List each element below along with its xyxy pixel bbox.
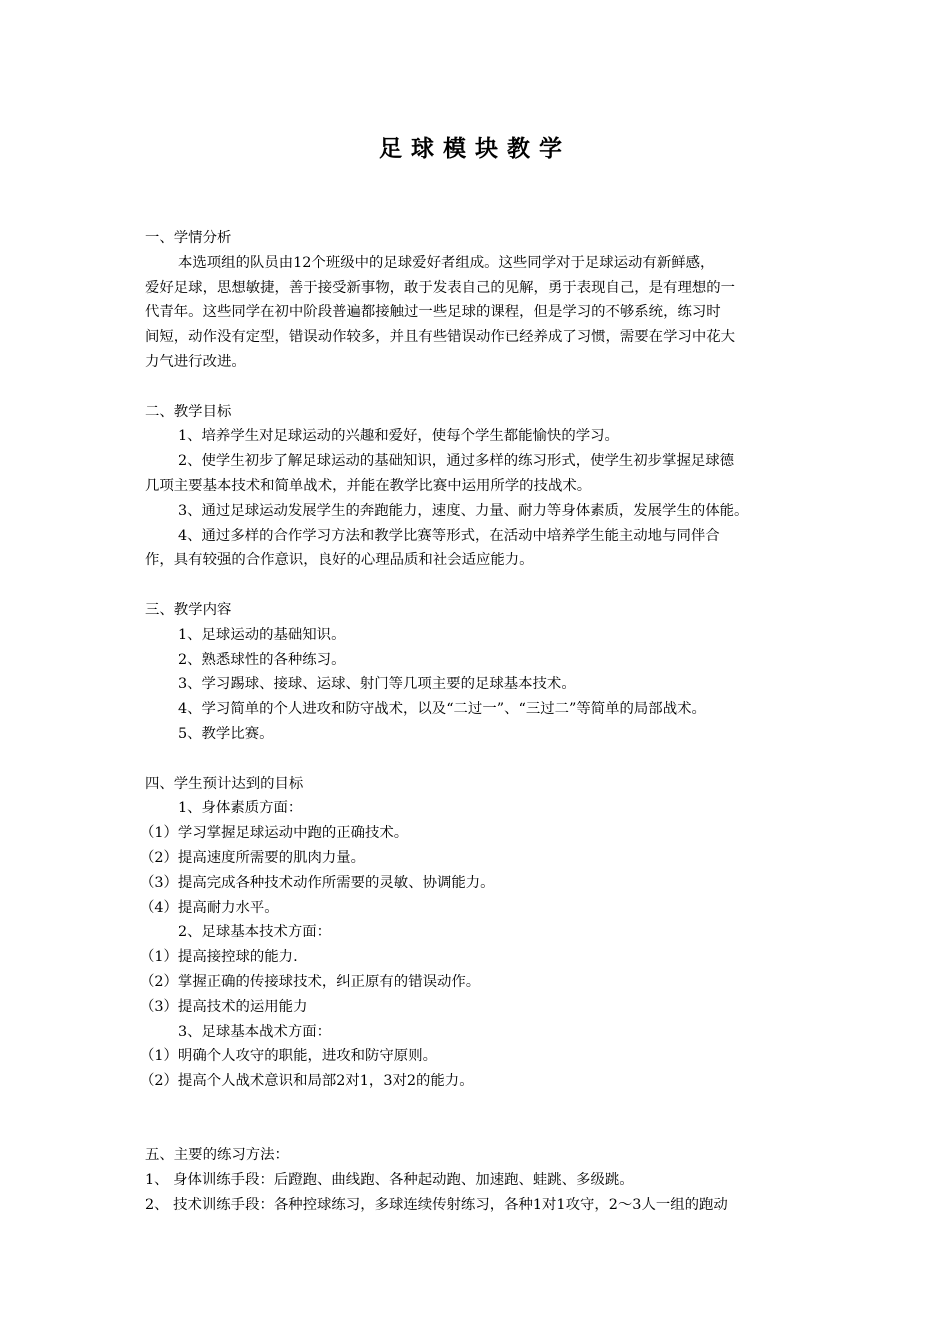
document-body: [140, 226, 810, 1218]
list-item-continued: 作，具有较强的合作意识，良好的心理品质和社会适应能力。: [145, 552, 534, 569]
paragraph-line: 爱好足球，思想敏捷，善于接受新事物，敢于发表自己的见解，勇于表现自己，是有理想的一: [145, 279, 736, 296]
subsection-heading: 1、身体素质方面：: [178, 800, 303, 817]
list-item: （3）提高完成各种技术动作所需要的灵敏、协调能力。: [140, 874, 495, 891]
list-item: 2、 技术训练手段：各种控球练习，多球连续传射练习，各种1对1攻守，2～3人一组的跑动: [145, 1197, 728, 1214]
list-item: 1、 身体训练手段：后蹬跑、曲线跑、各种起动跑、加速跑、蛙跳、多级跳。: [145, 1172, 634, 1189]
paragraph-line: 本选项组的队员由12个班级中的足球爱好者组成。这些同学对于足球运动有新鲜感，: [178, 254, 715, 271]
list-item: 4、学习简单的个人进攻和防守战术，以及“二过一”、“三过二”等简单的局部战术。: [178, 701, 706, 718]
section-heading-methods: 五、主要的练习方法：: [145, 1147, 289, 1164]
section-heading-expected-goals: 四、学生预计达到的目标: [145, 775, 304, 792]
list-item: 3、学习踢球、接球、运球、射门等几项主要的足球基本技术。: [178, 676, 576, 693]
section-heading-analysis: 一、学情分析: [145, 230, 232, 246]
list-item: 3、通过足球运动发展学生的奔跑能力，速度、力量、耐力等身体素质，发展学生的体能。: [178, 502, 749, 519]
list-item: 4、通过多样的合作学习方法和教学比赛等形式，在活动中培养学生能主动地与同伴合: [178, 527, 720, 544]
subsection-heading: 2、足球基本技术方面：: [178, 924, 332, 941]
list-item: 5、教学比赛。: [178, 725, 274, 742]
list-item: （2）提高个人战术意识和局部2对1，3对2的能力。: [140, 1073, 474, 1090]
blank-line: [145, 375, 810, 400]
paragraph-line: 代青年。这些同学在初中阶段普遍都接触过一些足球的课程，但是学习的不够系统，练习时: [145, 304, 721, 321]
blank-line: [145, 747, 810, 772]
list-item: （1）提高接控球的能力.: [140, 949, 298, 966]
paragraph-line: 间短，动作没有定型，错误动作较多，并且有些错误动作已经养成了习惯，需要在学习中花大: [145, 329, 736, 346]
blank-line: [145, 1094, 810, 1144]
section-heading-content: 三、教学内容: [145, 601, 232, 618]
blank-line: [145, 573, 810, 598]
paragraph-line: 力气进行改进。: [145, 353, 246, 370]
list-item: 1、足球运动的基础知识。: [178, 626, 346, 643]
list-item: 2、熟悉球性的各种练习。: [178, 651, 346, 668]
list-item: （4）提高耐力水平。: [140, 899, 279, 916]
list-item: （3）提高技术的运用能力: [140, 998, 308, 1015]
list-item: （2）掌握正确的传接球技术，纠正原有的错误动作。: [140, 973, 481, 990]
list-item: 1、培养学生对足球运动的兴趣和爱好，使每个学生都能愉快的学习。: [178, 428, 619, 445]
list-item: （2）提高速度所需要的肌肉力量。: [140, 849, 366, 866]
list-item: 2、使学生初步了解足球运动的基础知识，通过多样的练习形式，使学生初步掌握足球德: [178, 453, 735, 470]
subsection-heading: 3、足球基本战术方面：: [178, 1023, 332, 1040]
section-heading-goals: 二、教学目标: [145, 403, 232, 420]
list-item-continued: 几项主要基本技术和简单战术，并能在教学比赛中运用所学的技战术。: [145, 477, 592, 494]
document-title: 足球模块教学: [379, 135, 571, 162]
list-item: （1）学习掌握足球运动中跑的正确技术。: [140, 825, 409, 842]
list-item: （1）明确个人攻守的职能，进攻和防守原则。: [140, 1048, 437, 1065]
